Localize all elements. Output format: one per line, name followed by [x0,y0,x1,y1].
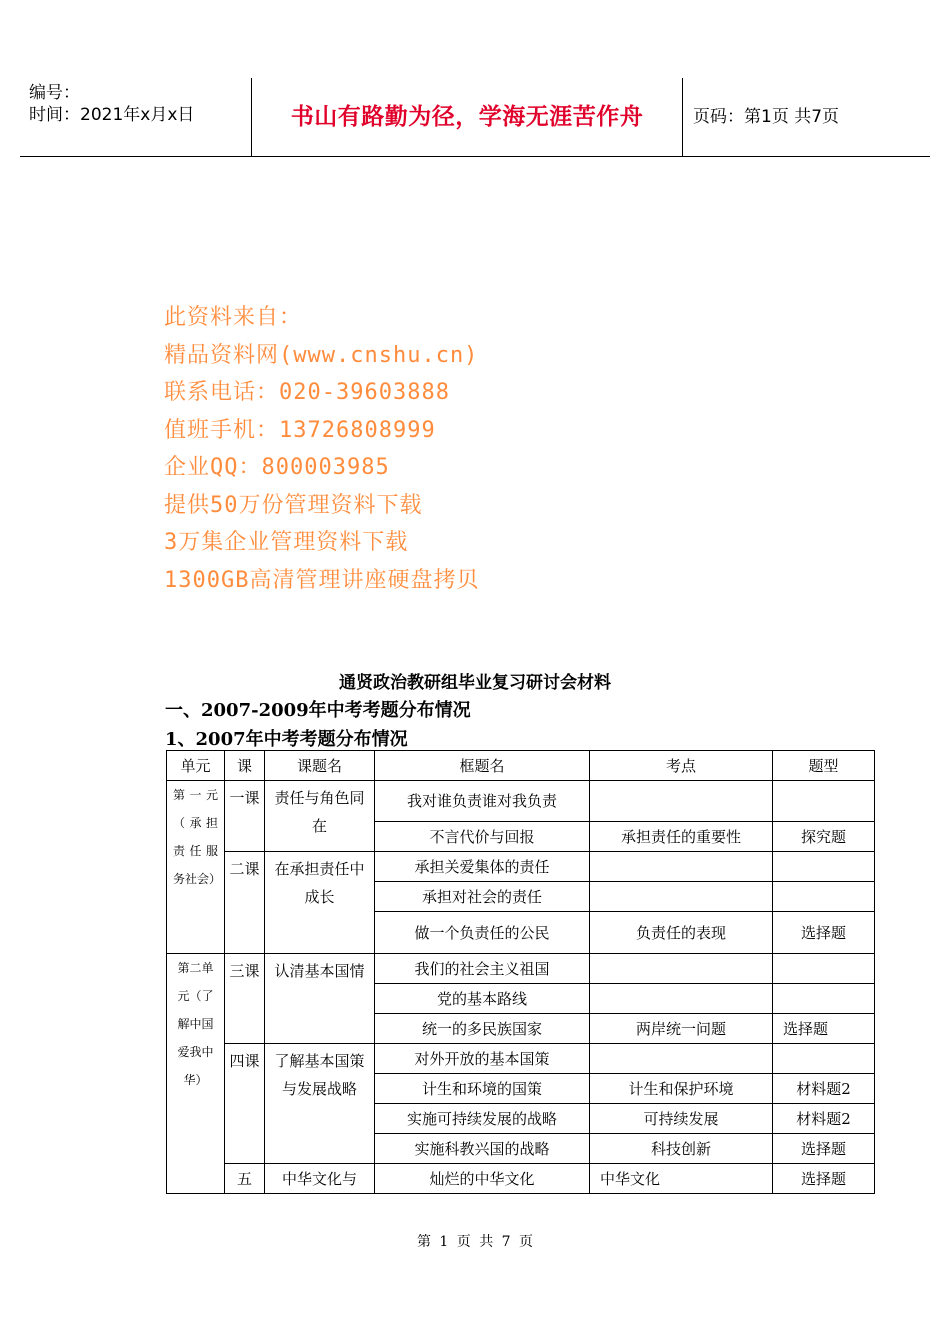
lesson-cell: 二课 [225,852,265,954]
topic-cell: 责任与角色同在 [265,781,375,852]
frame-cell: 统一的多民族国家 [375,1014,590,1044]
frame-cell: 党的基本路线 [375,984,590,1014]
type-cell: 选择题 [773,912,875,954]
table-row [167,852,875,882]
header-motto: 书山有路勤为径，学海无涯苦作舟 [290,104,644,130]
promo-line-qq: 企业QQ：800003985 [164,455,390,480]
document-title: 通贤政治教研组毕业复习研讨会材料 [339,673,611,693]
frame-cell: 我对谁负责谁对我负责 [375,781,590,822]
promo-line: 1300GB高清管理讲座硬盘拷贝 [164,567,480,593]
frame-cell: 承担对社会的责任 [375,882,590,912]
frame-cell: 不言代价与回报 [375,822,590,852]
table-header-cell: 单元 [167,751,225,781]
table-header-cell: 课题名 [265,751,375,781]
lesson-cell: 三课 [225,954,265,1044]
topic-cell: 在承担责任中成长 [265,852,375,954]
section-heading: 一、2007-2009年中考考题分布情况 [165,700,471,721]
table-header-cell: 框题名 [375,751,590,781]
promo-line: 3万集企业管理资料下载 [164,530,409,555]
promo-line: 此资料来自： [164,305,303,330]
header-motto-cell [251,78,683,156]
type-cell: 选择题 [773,1164,875,1194]
unit-cell: 第二单元（了解中国爱我中华） [167,954,225,1194]
topic-cell: 认清基本国情 [265,954,375,1044]
frame-cell: 我们的社会主义祖国 [375,954,590,984]
lesson-cell: 五 [225,1164,265,1194]
table-header-row [167,751,875,781]
point-cell: 可持续发展 [590,1104,773,1134]
table-row [167,1164,875,1194]
point-cell [590,852,773,882]
type-cell [773,882,875,912]
type-cell: 材料题2 [773,1074,875,1104]
type-cell: 选择题 [773,1014,875,1044]
unit-cell: 第一元（承担责任服务社会） [167,781,225,954]
header-number-label: 编号： [29,83,80,103]
header-left-cell [20,78,251,156]
header-page-code: 页码：第1页 共7页 [693,107,840,127]
table-header-cell: 考点 [590,751,773,781]
point-cell [590,781,773,822]
point-cell: 计生和保护环境 [590,1074,773,1104]
promo-line-phone: 联系电话：020-39603888 [164,380,450,405]
exam-distribution-table [166,750,875,1194]
frame-cell: 对外开放的基本国策 [375,1044,590,1074]
page-header [20,78,930,157]
table-header-cell: 题型 [773,751,875,781]
point-cell: 两岸统一问题 [590,1014,773,1044]
frame-cell: 实施可持续发展的战略 [375,1104,590,1134]
frame-cell: 做一个负责任的公民 [375,912,590,954]
frame-cell: 灿烂的中华文化 [375,1164,590,1194]
table-row [167,954,875,984]
type-cell: 材料题2 [773,1104,875,1134]
table-header-cell: 课 [225,751,265,781]
point-cell: 中华文化 [590,1164,773,1194]
frame-cell: 计生和环境的国策 [375,1074,590,1104]
lesson-cell: 一课 [225,781,265,852]
point-cell [590,984,773,1014]
promo-line: 提供50万份管理资料下载 [164,492,423,518]
promo-line-website: 精品资料网(www.cnshu.cn) [164,342,479,368]
point-cell: 科技创新 [590,1134,773,1164]
page-footer: 第 1 页 共 7 页 [416,1234,534,1250]
point-cell [590,1044,773,1074]
type-cell: 选择题 [773,1134,875,1164]
table-row [167,1044,875,1074]
promo-line-mobile: 值班手机：13726808999 [164,417,436,443]
point-cell [590,882,773,912]
lesson-cell: 四课 [225,1044,265,1164]
type-cell [773,954,875,984]
topic-cell: 了解基本国策与发展战略 [265,1044,375,1164]
point-cell: 负责任的表现 [590,912,773,954]
point-cell: 承担责任的重要性 [590,822,773,852]
subsection-heading: 1、2007年中考考题分布情况 [165,729,408,750]
point-cell [590,954,773,984]
promo-block [164,299,479,599]
type-cell [773,781,875,822]
frame-cell: 承担关爱集体的责任 [375,852,590,882]
type-cell [773,1044,875,1074]
type-cell [773,852,875,882]
type-cell: 探究题 [773,822,875,852]
header-page-cell [682,78,930,156]
frame-cell: 实施科教兴国的战略 [375,1134,590,1164]
topic-cell: 中华文化与 [265,1164,375,1194]
table-row [167,781,875,822]
type-cell [773,984,875,1014]
header-time-label: 时间：2021年x月x日 [29,105,195,125]
